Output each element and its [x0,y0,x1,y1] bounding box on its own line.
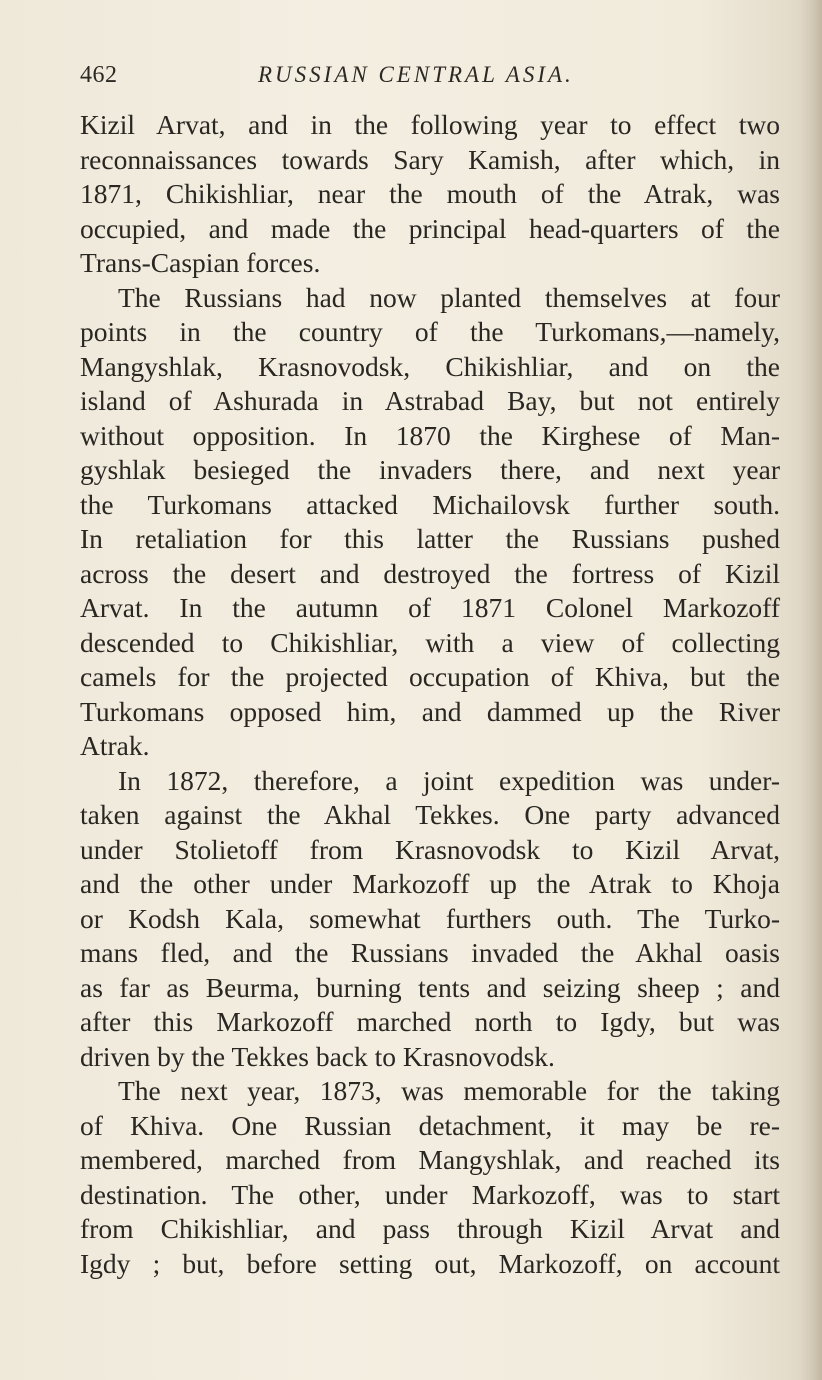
text-line: Trans-Caspian forces. [80,247,321,278]
text-line: Turkomans opposed him, and dammed up the River [80,695,780,727]
text-line: of Khiva. One Russian detachment, it may be re- [80,1109,780,1141]
text-line: Kizil Arvat, and in the following year to effect two [80,109,780,140]
text-line: island of Ashurada in Astrabad Bay, but not entirely [80,385,780,416]
page-header [80,62,740,96]
text-line: from Chikishliar, and pass through Kizil Arvat and [80,1213,780,1244]
text-line: Atrak. [80,730,150,761]
text-line: membered, marched from Mangyshlak, and reached its [80,1144,780,1175]
text-line: descended to Chikishliar, with a view of collecting [80,626,780,658]
text-line: The next year, 1873, was memorable for the taking [118,1075,780,1106]
body-text [80,108,780,1281]
page-edge-shadow [800,0,822,1380]
text-line: Mangyshlak, Krasnovodsk, Chikishliar, and on the [80,350,780,382]
text-line: or Kodsh Kala, somewhat furthers outh. The Turko- [80,902,780,934]
text-line: and the other under Markozoff up the Atrak to Khoja [80,868,780,899]
text-line: In retaliation for this latter the Russians pushed [80,523,780,554]
running-head: RUSSIAN CENTRAL ASIA. [258,62,574,87]
text-line: as far as Beurma, burning tents and seizing sheep ; and [80,971,780,1003]
text-line: Igdy ; but, before setting out, Markozoff, on account [80,1247,780,1279]
page-number: 462 [80,62,118,88]
text-line: mans fled, and the Russians invaded the Akhal oasis [80,937,780,968]
text-line: under Stolietoff from Krasnovodsk to Kizil Arvat, [80,833,780,865]
text-line: Arvat. In the autumn of 1871 Colonel Markozoff [80,592,780,623]
text-line: occupied, and made the principal head-quarters of the [80,212,780,244]
text-line: without opposition. In 1870 the Kirghese of Man- [80,419,780,451]
text-line: 1871, Chikishliar, near the mouth of the Atrak, was [80,178,780,209]
text-line: camels for the projected occupation of Khiva, but the [80,661,780,692]
text-line: gyshlak besieged the invaders there, and next year [80,454,780,485]
text-line: after this Markozoff marched north to Igdy, but was [80,1006,780,1037]
text-line: reconnaissances towards Sary Kamish, after which, in [80,143,780,175]
text-line: The Russians had now planted themselves at four [118,281,780,313]
text-line: points in the country of the Turkomans,—namely, [80,316,780,347]
text-line: destination. The other, under Markozoff, was to start [80,1178,780,1210]
text-line: taken against the Akhal Tekkes. One party advanced [80,799,780,830]
text-line: In 1872, therefore, a joint expedition was under- [118,764,780,796]
text-line: driven by the Tekkes back to Krasnovodsk. [80,1040,555,1072]
text-line: the Turkomans attacked Michailovsk further south. [80,488,780,520]
text-line: across the desert and destroyed the fortress of Kizil [80,557,780,589]
